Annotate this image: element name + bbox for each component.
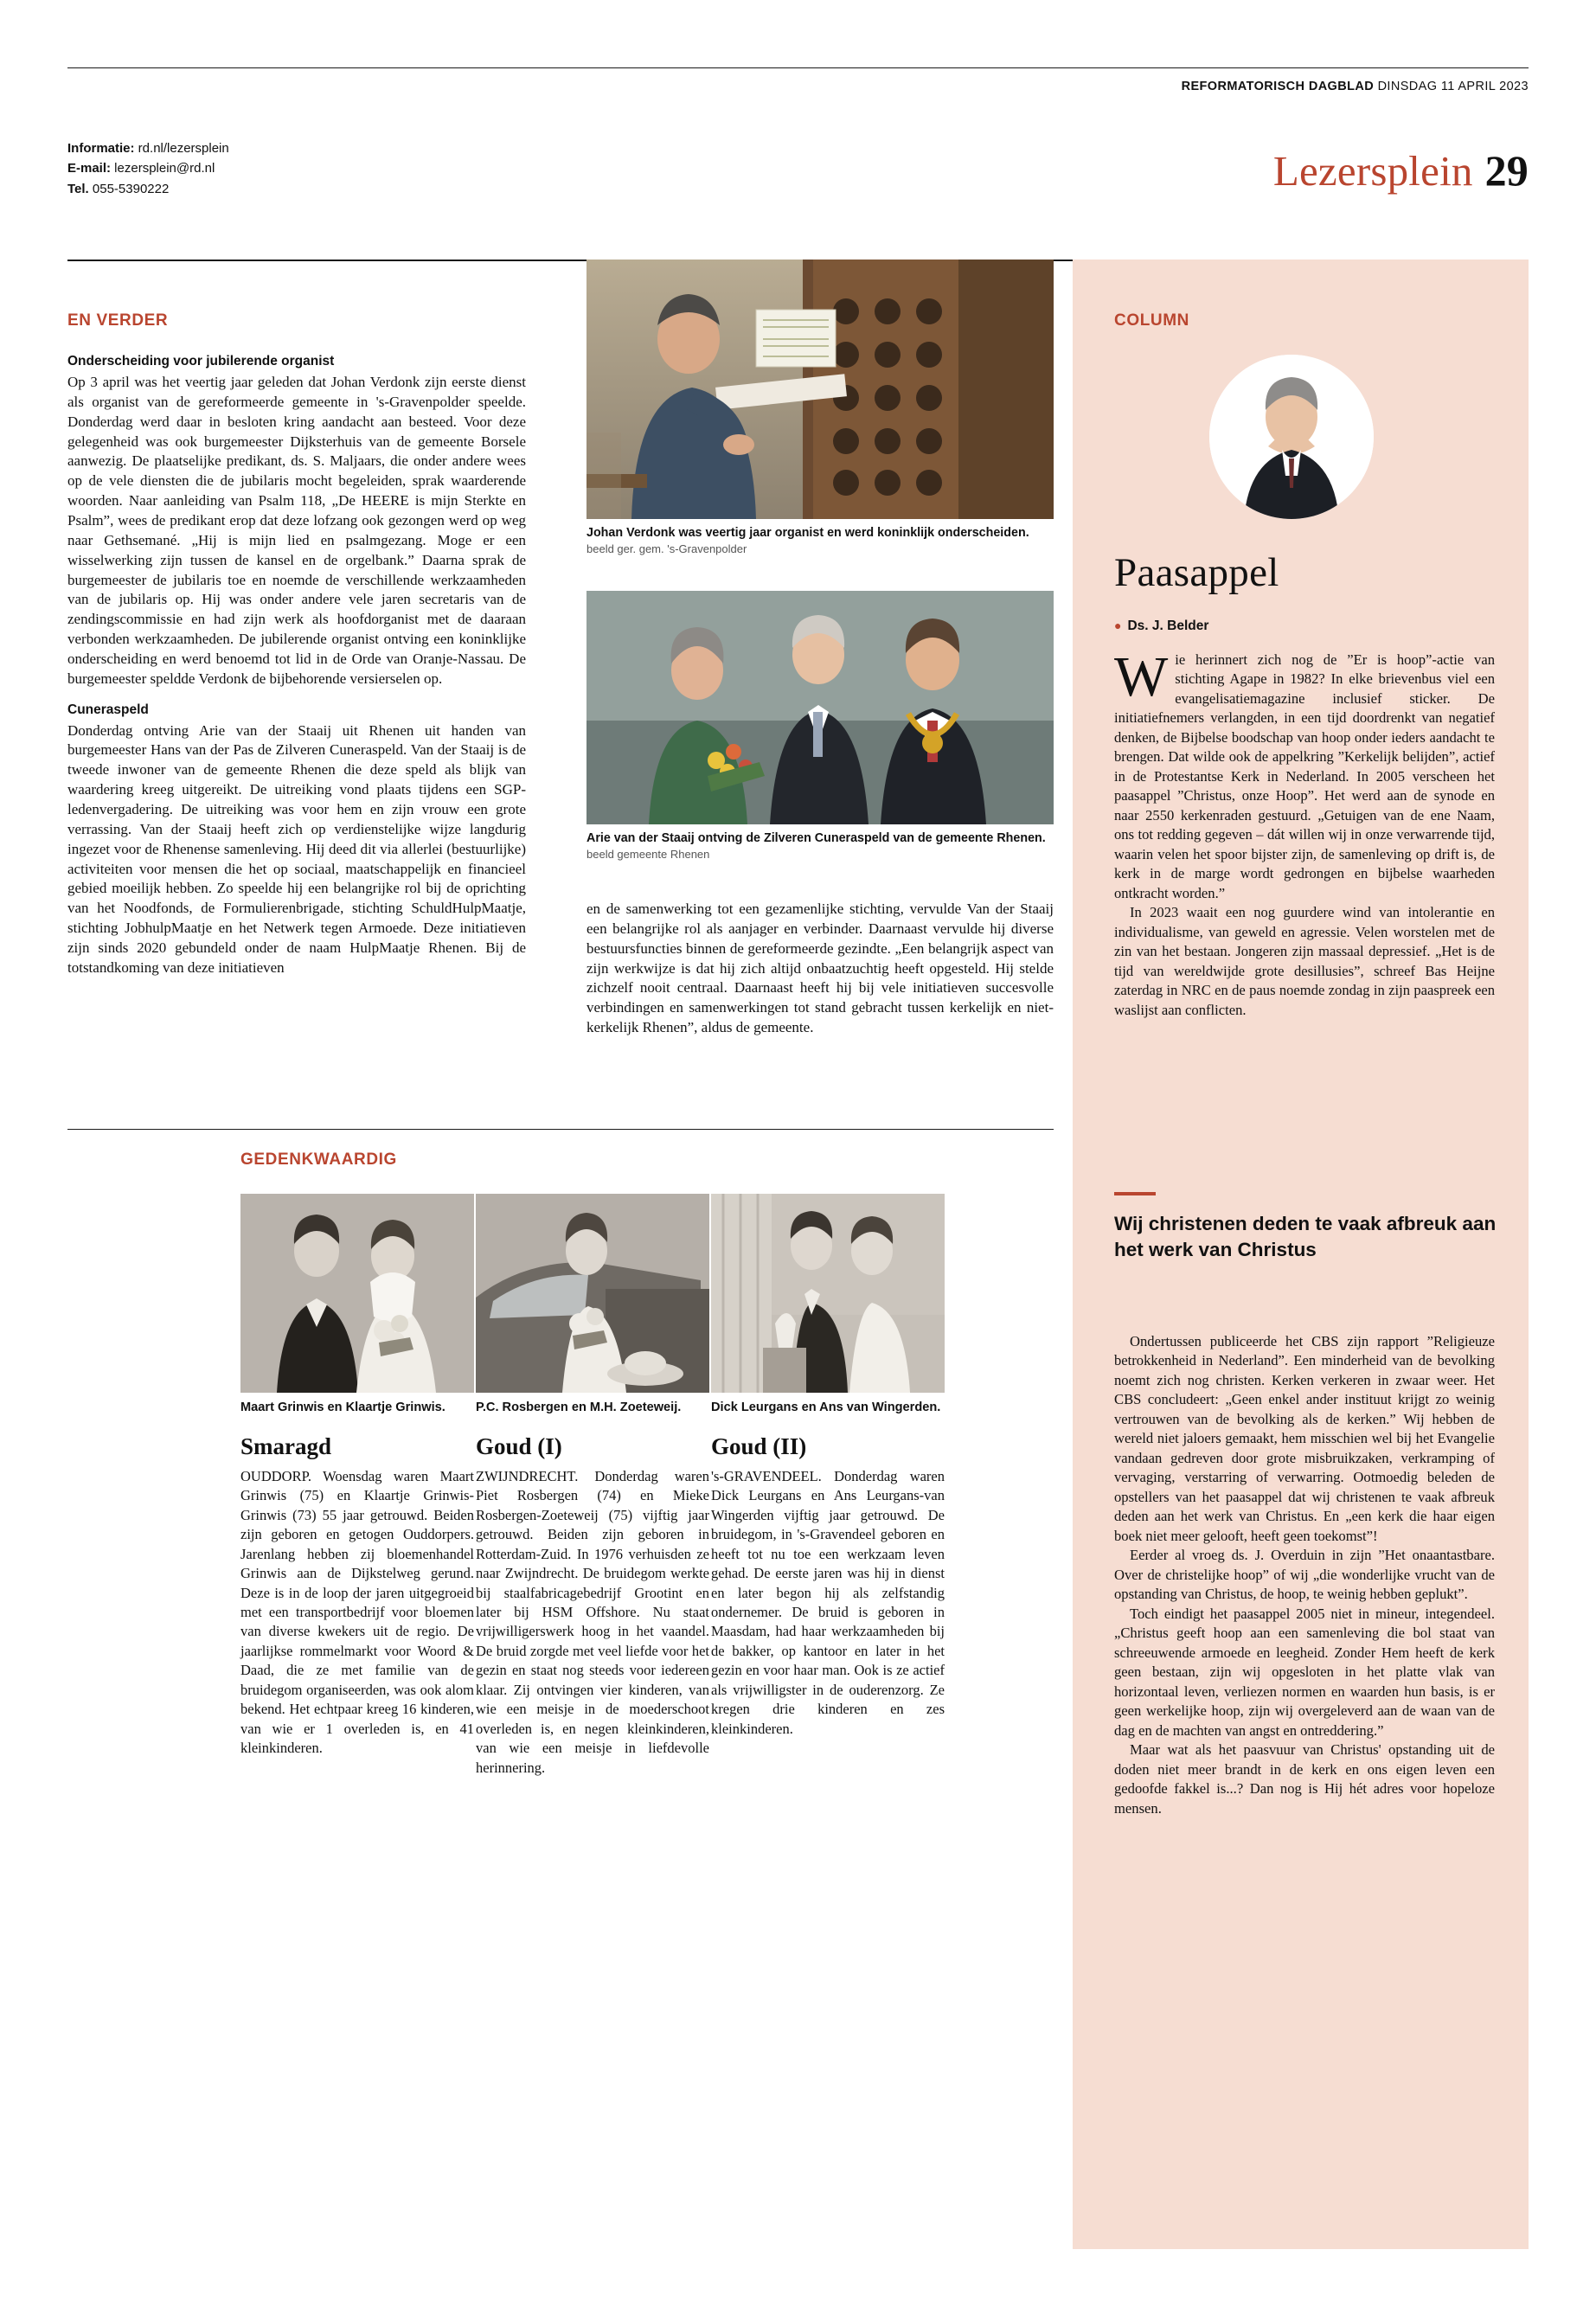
- contact-email-line: [67, 158, 229, 178]
- photo-organist-block: [586, 260, 1054, 558]
- wedding-names-2: P.C. Rosbergen en M.H. Zoeteweij.: [476, 1400, 682, 1414]
- wedding-text-3: 's-GRAVENDEEL. Donderdag waren Dick Leurgans en Ans Leurgans-van Wingerden vijftig jaar getrouwd. De bruidegom, in 's-Gravendeel geboren en heeft tot nu toe een werkzaam leven gehad. De eerste jaren was hij in dienst en later begon hij als zelfstandig ondernemer. De bruid is geboren in Maasdam, had haar werkzaamheden bij de bakker, op kantoor en later in het gezin en voor haar man. Ook is ze actief als vrijwilligster in de ouderenzorg. Ze kregen drie kinderen en zes kleinkinderen.: [711, 1467, 945, 1737]
- photo-organist-credit: beeld ger. gem. 's-Gravenpolder: [586, 542, 747, 555]
- wedding-names-3: Dick Leurgans en Ans van Wingerden.: [711, 1400, 941, 1414]
- column-body-part1: [1114, 645, 1495, 1020]
- column-paragraph-1: [1114, 645, 1495, 903]
- section-kicker-en-verder: EN VERDER: [67, 311, 169, 330]
- page-number: 29: [1484, 146, 1529, 195]
- author-portrait: [1209, 355, 1374, 519]
- wedding-heading-1: Smaragd: [240, 1433, 332, 1459]
- contact-phone-line: [67, 179, 229, 199]
- column-paragraph-4: Eerder al vroeg ds. J. Overduin in zijn ”Het onaantastbare. Over de christelijke hoop” of wij „die wonderlijke vrucht van de opstanding van Christus, de hoop, te weinig hebben geplukt”.: [1114, 1547, 1495, 1603]
- publication-name: REFORMATORISCH DAGBLAD: [1181, 80, 1375, 93]
- article1-heading: Onderscheiding voor jubilerende organist: [67, 354, 335, 369]
- masthead-divider: [67, 67, 1529, 68]
- contact-website-line: [67, 138, 229, 158]
- cuneraspeld-photo-illustration: [586, 591, 1054, 824]
- column-paragraph-2: In 2023 waait een nog guurdere wind van intolerantie en individualisme, van geweld en agressie. Velen worstelen met de zin van het bestaan. Jongeren zijn massaal depressief. „Het is de tijd van wereldwijde grote desillusies”, schreef Bas Heijne zaterdag in NRC en de paus noemde zondag in zijn paaspreek een waslijst aan conflicten.: [1114, 904, 1495, 1018]
- wedding-text-1: OUDDORP. Woensdag waren Maart Grinwis (75) en Klaartje Grinwis-Grinwis (73) 55 jaar getrouwd. Beiden zijn geboren en getogen Ouddorpers. Jarenlang hebben zij bloemenhandel Grinwis aan de Dijkstelweg gerund. Deze is in de loop der jaren uitgegroeid met een transportbedrijf voor bloemen van diverse kwekers uit de regio. De jaarlijkse rommelmarkt voor Woord & Daad, die ze met familie van de bruidegom organiseerden, was ook alom bekend. Het echtpaar kreeg 16 kinderen, van wie er 1 overleden is, en 41 kleinkinderen.: [240, 1467, 474, 1757]
- photo-organist-caption-text: Johan Verdonk was veertig jaar organist en werd koninklijk onderscheiden.: [586, 526, 1029, 540]
- article2-body: Donderdag ontving Arie van der Staaij uit Rhenen uit handen van burgemeester Hans van der Pas de Zilveren Cuneraspeld. Van der Staaij is de tweede inwoner van de gemeente Rhenen die deze speld als blijk van waardering kreeg uitgereikt. De uitreiking vond plaats tijdens een SGP-ledenvergadering. De uitreiking was voor hem en zijn vrouw een grote verrassing. Van der Staaij heeft zich op verdienstelijke wijze langdurig ingezet voor de Rhenense samenleving. Hij deed dit via allerlei (bestuurlijke) activiteiten voor mensen die het op sociaal, maatschappelijk en financieel gebied moeilijk hebben. Zo speelde hij een belangrijke rol bij de oprichting van het Noodfonds, de Formulierenbrigade, stichting SchuldHulpMaatje, stichting JobhulpMaatje en het Netwerk tegen Armoede. Deze initiatieven zijn sinds 2020 gebundeld onder de naam HulpMaatje Rhenen. Bij de totstandkoming van deze initiatieven: [67, 721, 526, 976]
- wedding-heading-3: Goud (II): [711, 1433, 807, 1459]
- photo-cuneraspeld-credit: beeld gemeente Rhenen: [586, 847, 710, 861]
- photo-cuneraspeld-caption: [586, 830, 1054, 863]
- section-kicker-gedenkwaardig: GEDENKWAARDIG: [240, 1150, 397, 1169]
- author-portrait-illustration: [1209, 355, 1374, 519]
- photo-cuneraspeld-caption-text: Arie van der Staaij ontving de Zilveren Cuneraspeld van de gemeente Rhenen.: [586, 831, 1046, 845]
- column-paragraph-3: Ondertussen publiceerde het CBS zijn rapport ”Religieuze betrokkenheid in Nederland”. Een minderheid van de bevolking noemt zich nog christen. Kerken verkeren in zwaar weer. Het CBS concludeert: „Geen enkel ander instituut krijgt zo weinig vertrouwen van de bevolking als de kerken.” Wij hebben de wereld niet jaloers gemaakt, hem misschien wel bij het Evangelie vandaan gedreven door grote misbruikzaken, verkramping of vervaging, verstarring of verwarring. Ootmoedig beleden de opstellers van het paasappel dat wij christenen te vaak afbreuk deden aan het werk van Christus. En „een kerk die haar eigen boek niet meer gelooft, heeft geen toekomst”!: [1114, 1333, 1495, 1544]
- article1-body: Op 3 april was het veertig jaar geleden dat Johan Verdonk zijn eerste dienst als organist van de gereformeerde gemeente in 's-Gravenpolder speelde. Donderdag werd daar in besloten kring aandacht aan besteed. Voor deze gelegenheid was ook burgemeester Dijksterhuis van de gemeente Borsele aanwezig. De plaatselijke predikant, ds. S. Maljaars, die onder andere wees op de vele diensten die de jubilaris mocht begeleiden, sprak waarderende woorden. Naar aanleiding van Psalm 118, „De HEERE is mijn Sterkte en Psalm”, wees de predikant erop dat deze lofzang ook gezongen werd op weg naar Gethsemané. „Hij is mijn lied en psalmgezang. Moge er een wisselwerking zijn tussen de kansel en de orgelbank.” Daarna sprak de burgemeester de jubilaris toe en noemde de verschillende werkzaamheden van de jubilaris op. Hij was onder andere vele jaren secretaris van de zendingscommissie en had zijn werk als hoofdorganist met de daaraan verbonden werkzaamheden. De jubilerende organist ontving een koninklijke onderscheiding en werd benoemd tot lid in de Orde van Oranje-Nassau. De burgemeester speldde Verdonk de bijbehorende versierselen op.: [67, 373, 526, 687]
- wedding-photo-2: [476, 1194, 709, 1393]
- pullquote-rule: [1114, 1192, 1156, 1195]
- wedding-photo-3: [711, 1194, 945, 1393]
- section-kicker-column: COLUMN: [1114, 311, 1189, 330]
- column-panel: [1073, 260, 1529, 2249]
- photo-organist-caption: [586, 525, 1054, 558]
- contact-info-block: [67, 138, 229, 199]
- gedenkwaardig-divider: [67, 1129, 1054, 1130]
- section-name: Lezersplein: [1272, 147, 1473, 195]
- main-content-left: [67, 260, 1054, 2249]
- gedenkwaardig-item-1: [240, 1194, 474, 1759]
- column-paragraph-1-text: ie herinnert zich nog de ”Er is hoop”-actie van stichting Agape in 1982? In elke brievenbus viel een evangelisatiemagazine inclusief sticker. De initiatiefnemers verlangden, in een tijd doordrenkt van negatief denken, de Bijbelse boodschap van hoop onder ieders aandacht te brengen. Dat wilde ook de appelkring ”Kerkelijk belijden”, actief in de Protestantse Kerk in Nederland. In 2005 verscheen het paasappel ”Christus, onze Hoop”. Het werd aan de synode en naar 2550 kerkenraden gestuurd. „Getuigen van de ene Naam, ons tot redding gegeven – dát willen wij in onze verwarrende tijd, waarin velen het spoor bijster zijn, de samenleving op drift is, de kerk in de marge wordt gedrongen en bijbelse waarheden ontkracht worden.”: [1114, 651, 1495, 901]
- gedenkwaardig-item-2: [476, 1194, 709, 1778]
- bullet-icon: ●: [1114, 619, 1122, 632]
- article-en-verder-text: [67, 353, 526, 990]
- contact-email-label: E-mail:: [67, 161, 112, 176]
- wedding-text-2: ZWIJNDRECHT. Donderdag waren Piet Rosbergen (74) en Mieke Rosbergen-Zoeteweij (75) vijftig jaar getrouwd. Beiden zijn geboren in Rotterdam-Zuid. In 1976 verhuisden ze naar Zwijndrecht. De bruidegom werkte bij staalfabricagebedrijf Grootint en later bij HSM Offshore. Nu staat vrijwilligerswerk hoog in het vaandel. De bruid zorgde met veel liefde voor het gezin en staat nog steeds voor iedereen klaar. Zij ontvingen vier kinderen, van wie een meisje in de moederschoot overleden is, en negen kleinkinderen, van wie een meisje in liefdevolle herinnering.: [476, 1467, 709, 1776]
- article2-continuation: [586, 900, 1054, 1050]
- column-author: [1114, 619, 1208, 634]
- article2-continuation-body: en de samenwerking tot een gezamenlijke stichting, vervulde Van der Staaij een belangrijke rol als aanjager en verbinder. Daarnaast vervulde hij diverse bestuursfuncties binnen de gereformeerde gezindte. „Een belangrijk aspect van zijn werkwijze is dat hij zich altijd onbaatzuchtig heeft opgesteld. Hij stelde zichzelf nooit centraal. Daarnaast heeft hij bij vele initiatieven succesvolle verbindingen en samenwerkingen tot stand gebracht tussen kerkelijk en niet-kerkelijk Rhenen”, aldus de gemeente.: [586, 901, 1054, 1036]
- photo-cuneraspeld: [586, 591, 1054, 824]
- wedding-photo-1: [240, 1194, 474, 1393]
- contact-phone-label: Tel.: [67, 181, 89, 196]
- column-author-name: Ds. J. Belder: [1127, 619, 1209, 633]
- column-dropcap: W: [1114, 645, 1169, 708]
- masthead-publication-line: [1182, 80, 1529, 93]
- publication-date: DINSDAG 11 APRIL 2023: [1377, 80, 1529, 93]
- page-title: [1273, 145, 1529, 195]
- column-body-part2: [1114, 1332, 1495, 1818]
- wedding-photo-1-illustration: [240, 1194, 474, 1393]
- gedenkwaardig-item-3: [711, 1194, 945, 1739]
- wedding-heading-2: Goud (I): [476, 1433, 562, 1459]
- wedding-names-1: Maart Grinwis en Klaartje Grinwis.: [240, 1400, 445, 1414]
- contact-email-value: lezersplein@rd.nl: [111, 161, 215, 176]
- column-title: Paasappel: [1114, 550, 1279, 595]
- contact-info-label: Informatie:: [67, 141, 135, 156]
- column-paragraph-5: Toch eindigt het paasappel 2005 niet in mineur, integendeel. „Christus geeft hoop aan een samenleving die bol staat van schreeuwende armoede en leegheid. Zonder Hem heeft de kerk geen bestaan, zijn wij opgesloten in het platte vlak van horizontaal leven, verliezen normen en waarden hun basis, is er geen werkelijke hoop, zijn wij overgeleverd aan de waan van de dag en de machten van angst en ontreddering.”: [1114, 1605, 1495, 1739]
- pullquote: Wij christenen deden te vaak afbreuk aan het werk van Christus: [1114, 1213, 1497, 1261]
- wedding-photo-3-illustration: [711, 1194, 945, 1393]
- column-paragraph-6: Maar wat als het paasvuur van Christus' opstanding uit de doden niet meer brandt in de kerk en ons eigen leven een gedoofde fakkel is...? Dan nog is Hij hét adres voor hopeloze mensen.: [1114, 1741, 1495, 1817]
- contact-info-value: rd.nl/lezersplein: [134, 141, 229, 156]
- contact-phone-value: 055-5390222: [88, 181, 170, 196]
- photo-organist: [586, 260, 1054, 519]
- organist-photo-illustration: [586, 260, 1054, 519]
- wedding-photo-2-illustration: [476, 1194, 709, 1393]
- photo-cuneraspeld-block: [586, 591, 1054, 863]
- article2-heading: Cuneraspeld: [67, 702, 149, 717]
